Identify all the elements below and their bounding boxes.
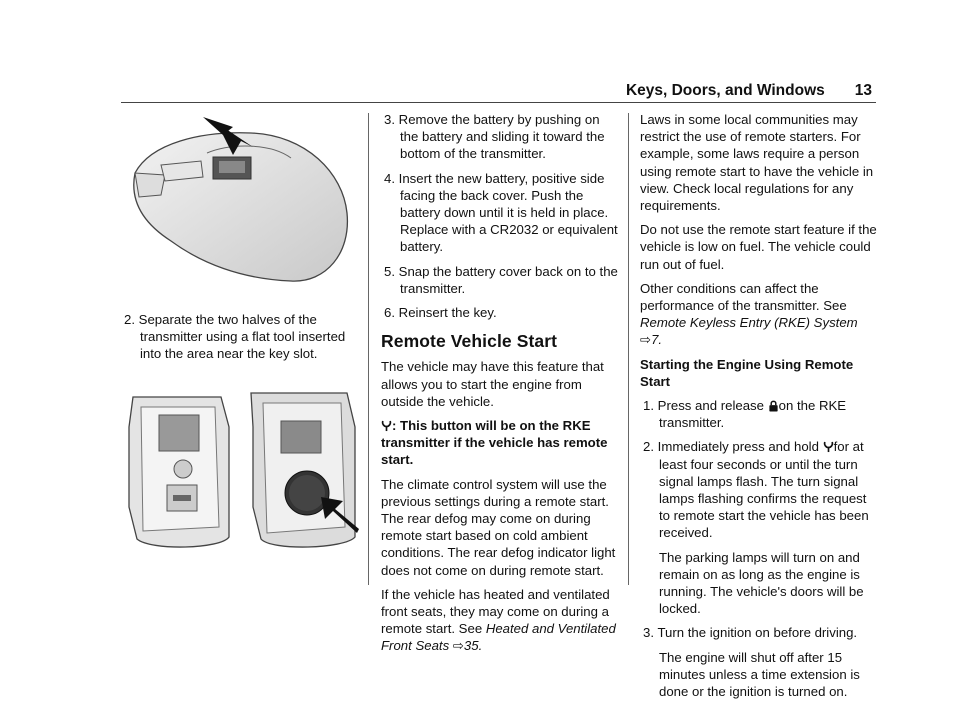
step-5-number: 5. bbox=[384, 263, 395, 279]
conditions-text: Other conditions can affect the performance of the transmitter. See bbox=[640, 280, 847, 314]
step-6-number: 6. bbox=[384, 305, 395, 321]
remote-start-icon bbox=[381, 420, 392, 432]
step-3-text: Remove the battery by pushing on the battery and sliding it toward the bottom of the transmitter. bbox=[398, 112, 605, 162]
seats-text: If the vehicle has heated and ventilated front seats, they may come on during a remote start. See bbox=[381, 586, 610, 637]
step-6 bbox=[381, 304, 621, 321]
step-4-number: 4. bbox=[384, 170, 395, 186]
button-note bbox=[381, 417, 621, 469]
step-3-number: 3. bbox=[384, 112, 395, 127]
start-step-1 bbox=[640, 397, 880, 431]
column-divider-2 bbox=[628, 113, 629, 585]
step-2-text: Separate the two halves of the transmitter using a flat tool inserted into the area near the key slot. bbox=[138, 312, 346, 362]
step-2-number: 2. bbox=[124, 312, 135, 327]
start-step-3-note: The engine will shut off after 15 minutes unless a time extension is done or the ignition is turned on. bbox=[659, 649, 860, 700]
page-ref-arrow-icon: ⇨ bbox=[452, 638, 464, 654]
column-divider-1 bbox=[368, 113, 369, 585]
start-step-2-number: 2. bbox=[643, 439, 654, 455]
remote-start-icon bbox=[823, 441, 834, 453]
page-number: 13 bbox=[854, 82, 872, 99]
transmitter-open-illustration bbox=[121, 387, 361, 557]
page-ref-arrow-icon: ⇨ bbox=[640, 332, 652, 348]
page-header bbox=[626, 82, 872, 100]
header-rule bbox=[121, 102, 876, 103]
fuel-paragraph: Do not use the remote start feature if the vehicle is low on fuel. The vehicle could run out of fuel. bbox=[640, 222, 877, 272]
seats-paragraph bbox=[381, 586, 621, 655]
intro-paragraph: The vehicle may have this feature that allows you to start the engine from outside the vehicle. bbox=[381, 359, 604, 409]
step-4 bbox=[381, 170, 621, 256]
start-step-1-text-b: on the RKE transmitter. bbox=[659, 398, 847, 431]
button-note-text: : This button will be on the RKE transmitter if the vehicle has remote start. bbox=[381, 418, 608, 468]
column-middle bbox=[381, 111, 621, 662]
start-step-2-note: The parking lamps will turn on and remain on as long as the engine is running. The vehicle's doors will be locked. bbox=[659, 549, 864, 617]
step-6-text: Reinsert the key. bbox=[398, 305, 497, 321]
step-5-text: Snap the battery cover back on to the transmitter. bbox=[398, 263, 618, 296]
step-4-text: Insert the new battery, positive side facing the back cover. Push the battery down until it is held in place. Replace with a CR2032 or equivalent battery. bbox=[398, 170, 618, 255]
start-step-2-text-a: Immediately press and hold bbox=[657, 439, 823, 455]
transmitter-closed-illustration bbox=[121, 113, 351, 293]
rke-link[interactable]: Remote Keyless Entry (RKE) System bbox=[640, 315, 858, 331]
start-step-3 bbox=[640, 624, 880, 641]
seats-page-ref[interactable]: 35. bbox=[463, 638, 483, 654]
conditions-paragraph bbox=[640, 280, 880, 349]
column-right bbox=[640, 111, 880, 707]
step-2 bbox=[121, 311, 361, 363]
seats-link[interactable]: Heated and Ventilated Front Seats bbox=[381, 621, 616, 654]
column-left bbox=[121, 113, 361, 557]
section-title: Keys, Doors, and Windows bbox=[625, 82, 825, 99]
start-step-1-text-a: Press and release bbox=[657, 398, 768, 414]
section-heading: Remote Vehicle Start bbox=[381, 331, 558, 352]
climate-paragraph: The climate control system will use the previous settings during a remote start. The rear defog may come on during remote start based on cold ambient conditions. The rear defog indicator light does not come on during remote start. bbox=[381, 476, 616, 578]
step-5 bbox=[381, 263, 621, 297]
lock-icon bbox=[768, 400, 779, 412]
start-step-2 bbox=[640, 438, 880, 541]
start-step-3-text: Turn the ignition on before driving. bbox=[657, 625, 858, 641]
start-step-2-text-b: for at least four seconds or until the turn signal lamps flash. The turn signal lamps flashing confirms the request to remote start the vehicle has been received. bbox=[659, 439, 869, 541]
step-3 bbox=[381, 111, 621, 163]
subheading: Starting the Engine Using Remote Start bbox=[640, 356, 854, 389]
laws-paragraph: Laws in some local communities may restrict the use of remote starters. For example, some laws require a person using remote start to have the vehicle in view. Check local regulations for any requirements. bbox=[640, 112, 874, 214]
start-step-3-number: 3. bbox=[643, 625, 654, 641]
rke-page-ref[interactable]: 7. bbox=[651, 332, 663, 348]
start-step-1-number: 1. bbox=[643, 398, 654, 414]
